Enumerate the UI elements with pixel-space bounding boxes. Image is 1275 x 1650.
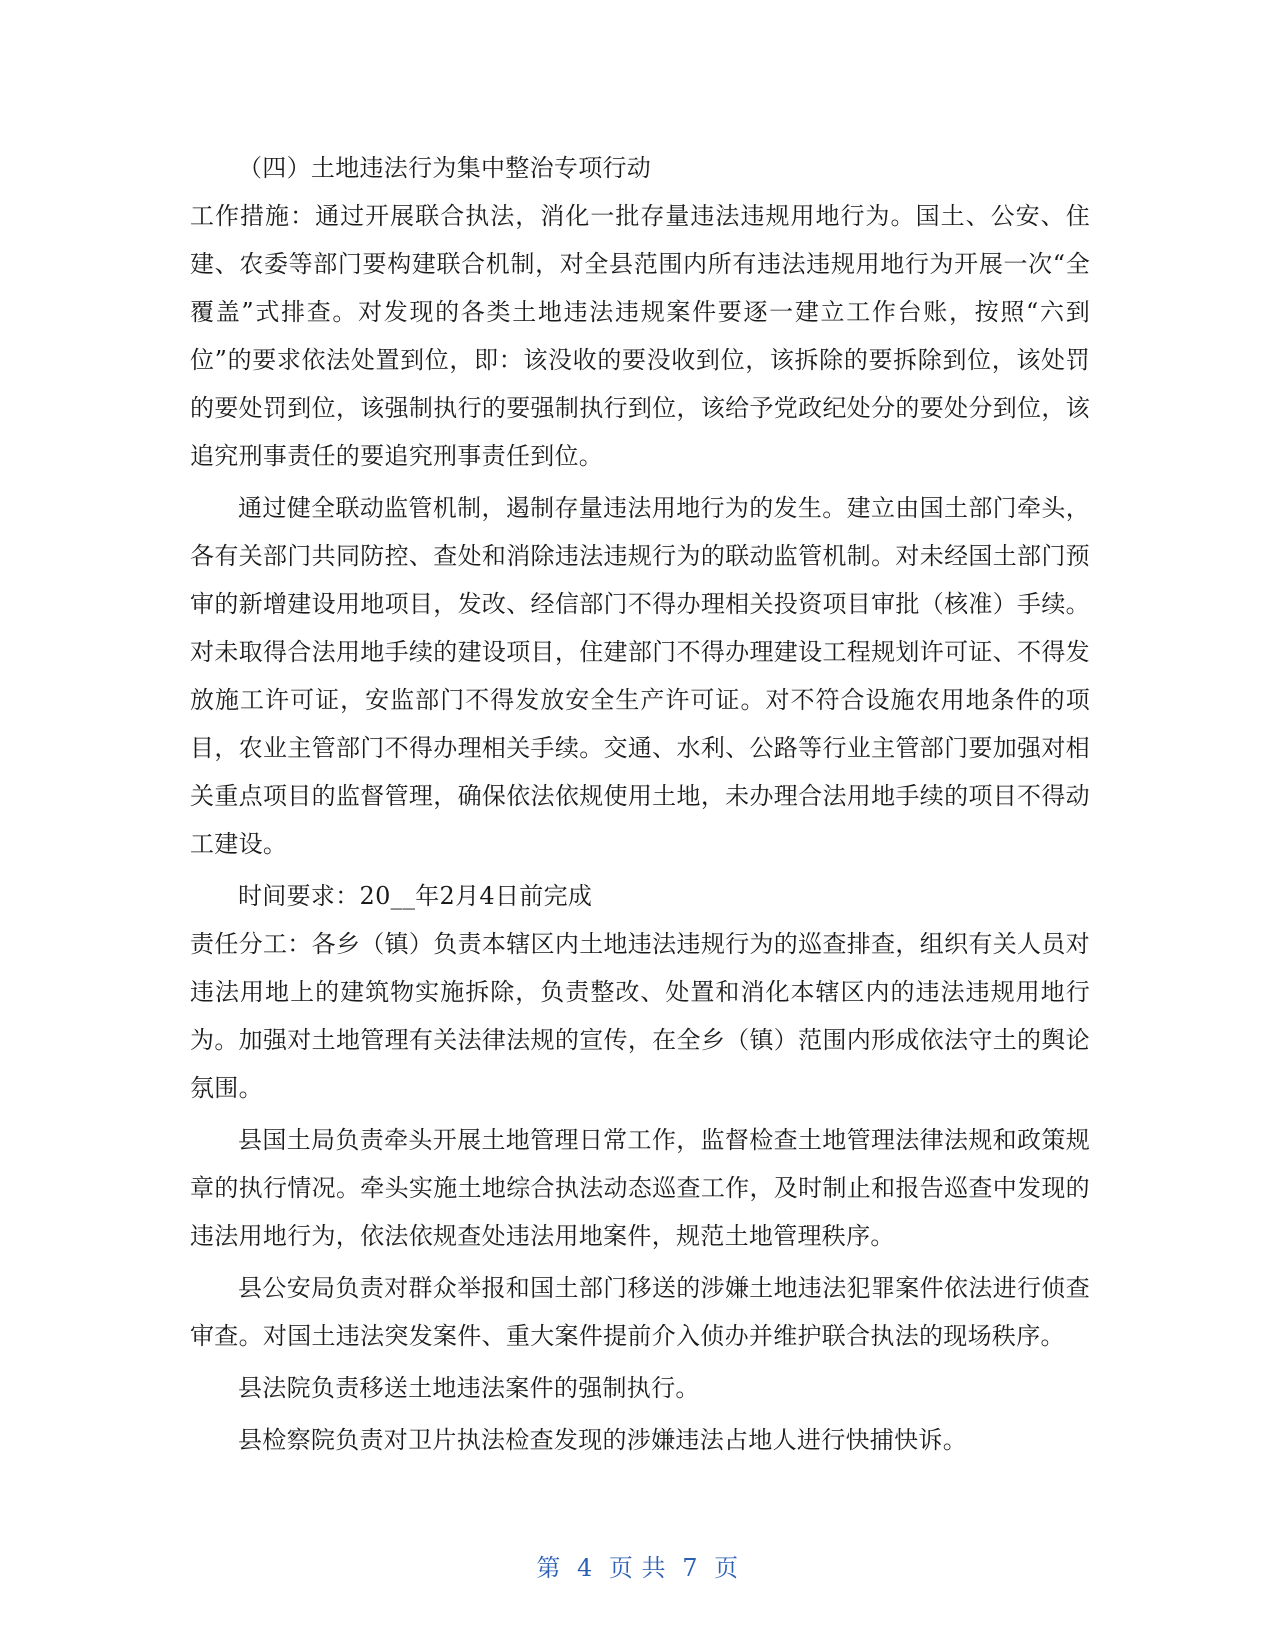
- paragraph-linkage-mechanism: 通过健全联动监管机制，遏制存量违法用地行为的发生。建立由国土部门牵头，各有关部门共同防控、查处和消除违法违规行为的联动监管机制。对未经国土部门预审的新增建设用地项目，发改、经信部门不得办理相关投资项目审批（核准）手续。对未取得合法用地手续的建设项目，住建部门不得办理建设工程规划许可证、不得发放施工许可证，安监部门不得发放安全生产许可证。对不符合设施农用地条件的项目，农业主管部门不得办理相关手续。交通、水利、公路等行业主管部门要加强对相关重点项目的监督管理，确保依法依规使用土地，未办理合法用地手续的项目不得动工建设。: [190, 494, 1090, 858]
- paragraph-procuratorate: 县检察院负责对卫片执法检查发现的涉嫌违法占地人进行快捕快诉。: [238, 1426, 967, 1454]
- footer-prefix: 第: [536, 1554, 561, 1582]
- section-heading: （四）土地违法行为集中整治专项行动: [238, 154, 652, 182]
- document-body: [190, 144, 1090, 1464]
- page-number-footer: [0, 1548, 1275, 1583]
- paragraph-work-measures: 工作措施：通过开展联合执法，消化一批存量违法违规用地行为。国土、公安、住建、农委等部门要构建联合机制，对全县范围内所有违法违规用地行为开展一次“全覆盖”式排查。对发现的各类土地违法违规案件要逐一建立工作台账，按照“六到位”的要求依法处置到位，即：该没收的要没收到位，该拆除的要拆除到位，该处罚的要处罚到位，该强制执行的要强制执行到位，该给予党政纪处分的要处分到位，该追究刑事责任的要追究刑事责任到位。: [190, 202, 1090, 470]
- paragraph-responsibility-division: 责任分工：各乡（镇）负责本辖区内土地违法违规行为的巡查排查，组织有关人员对违法用地上的建筑物实施拆除，负责整改、处置和消化本辖区内的违法违规用地行为。加强对土地管理有关法律法规的宣传，在全乡（镇）范围内形成依法守土的舆论氛围。: [190, 930, 1090, 1102]
- footer-suffix: 页: [714, 1554, 739, 1582]
- paragraph-public-security: 县公安局负责对群众举报和国土部门移送的涉嫌土地违法犯罪案件依法进行侦查审查。对国土违法突发案件、重大案件提前介入侦办并维护联合执法的现场秩序。: [190, 1274, 1090, 1350]
- footer-current-page: 4: [577, 1554, 593, 1582]
- footer-middle: 页 共: [608, 1554, 667, 1582]
- paragraph-time-requirement: 时间要求：20__年2月4日前完成: [238, 882, 593, 910]
- footer-total-pages: 7: [682, 1554, 698, 1582]
- paragraph-court: 县法院负责移送土地违法案件的强制执行。: [238, 1374, 700, 1402]
- paragraph-land-bureau: 县国土局负责牵头开展土地管理日常工作，监督检查土地管理法律法规和政策规章的执行情况。牵头实施土地综合执法动态巡查工作，及时制止和报告巡查中发现的违法用地行为，依法依规查处违法用地案件，规范土地管理秩序。: [190, 1126, 1090, 1250]
